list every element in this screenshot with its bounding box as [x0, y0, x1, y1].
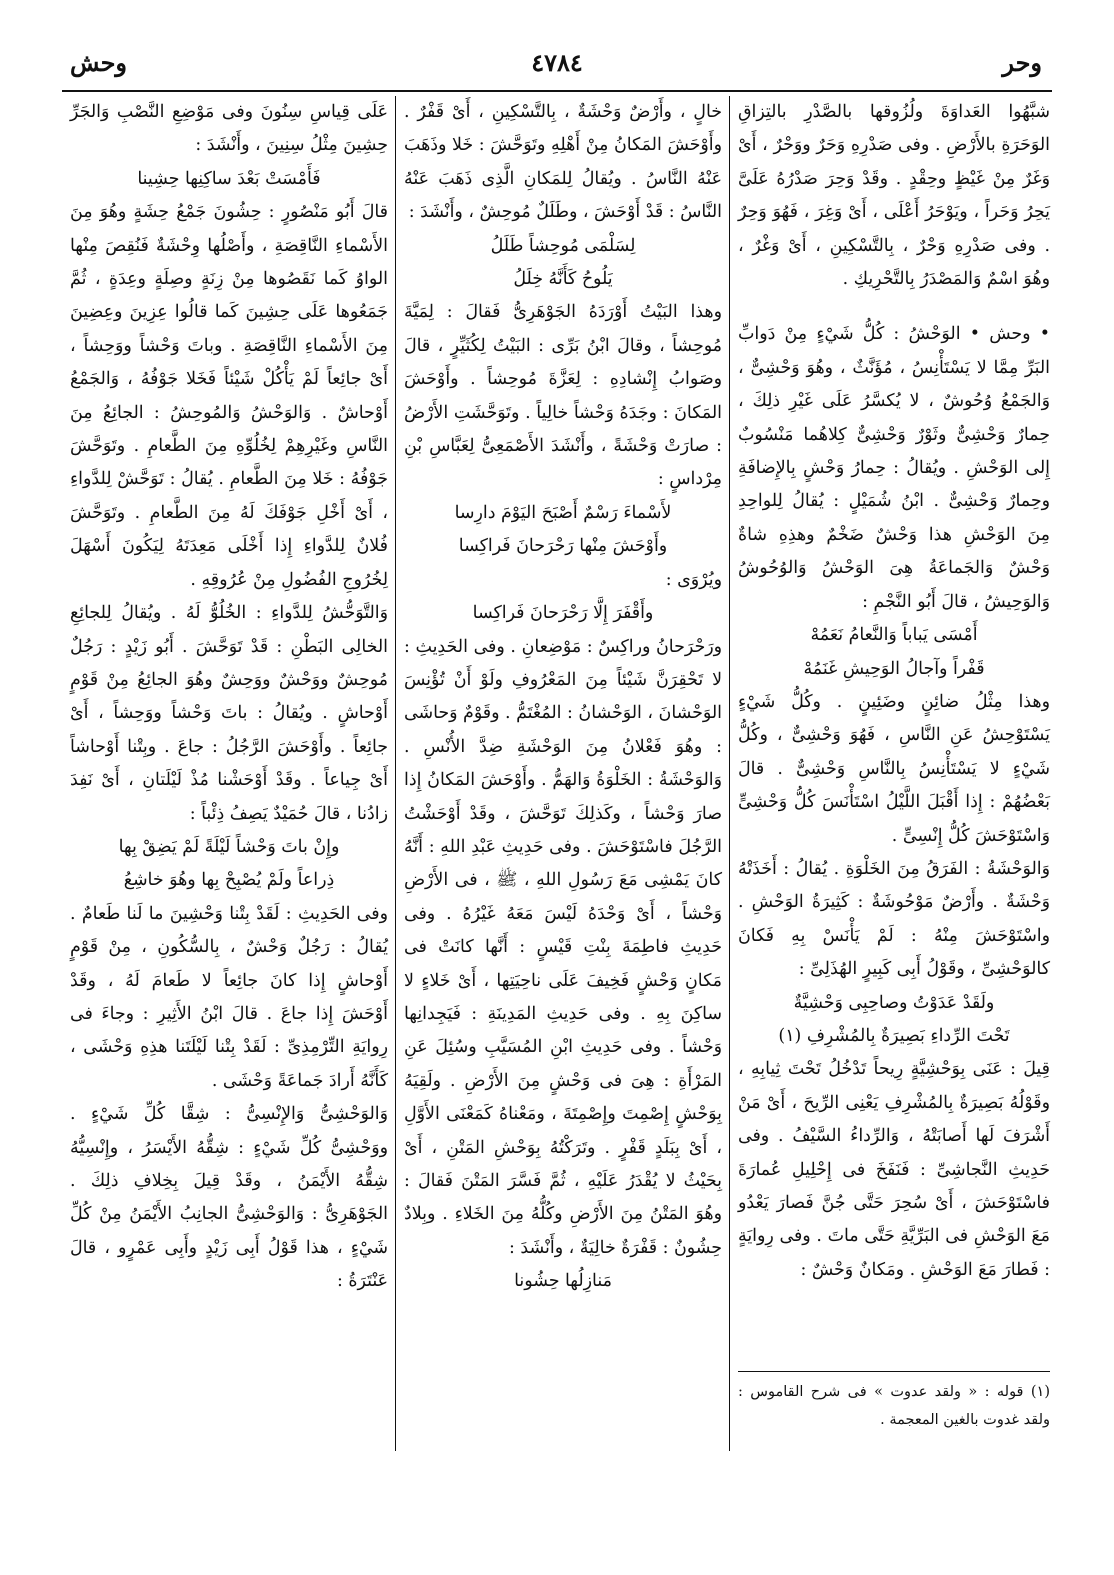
verse-line: قَفْراً وآجالُ الوَحِيشِ غَنَمُهْ [803, 658, 985, 679]
column-middle [404, 96, 722, 1299]
paragraph: وهذا مِثْلُ ضائِنٍ وضَئِينٍ . وكُلُّ شَيْءٍ يَسْتَوْحِشُ عَنِ النَّاسِ ، فَهُوَ وَحْشِىٌّ ، وكُلُّ شَيْءٍ لا يَسْتَأْنِسُ بِالنَّاسِ وَحْشِىٌّ . قالَ بَعْضُهُمْ : إِذا أَقْبَلَ اللَّيْلُ اسْتَأْنَسَ كُلُّ وَحْشِىٍّ وَاسْتَوْحَشَ كُلُّ إِنْسِىٍّ . [738, 691, 1050, 846]
paragraph: ورَحْرَحانُ وراكِسٌ : مَوْضِعانِ . وفى الحَدِيثِ : لا تَحْقِرَنَّ شَيْئاً مِنَ المَعْرُوفِ ولَوْ أَنْ تُؤْنِسَ الوَحْشانَ ، الوَحْشانُ : المُغْتَمُّ . وقَوْمٌ وَحاشَى : وهُوَ فَعْلانُ مِنَ الوَحْشَةِ ضِدَّ الأُنْسِ . وَالوَحْشَةُ : الخَلْوَةُ وَالهَمُّ . وأَوْحَشَ المَكانُ إِذا صارَ وَحْشاً ، وكَذلِكَ تَوَحَّشَ ، وقَدْ أَوْحَشْتُ الرَّجُلَ فاسْتَوْحَشَ . وفى حَدِيثِ عَبْدِ اللهِ : أَنَّهُ كانَ يَمْشِى مَعَ رَسُولِ اللهِ ، ﷺ ، فى الأَرْضِ وَحْشاً ، أَىْ وَحْدَهُ لَيْسَ مَعَهُ غَيْرُهُ . وفى حَدِيثِ فاطِمَةَ بِنْتِ قَيْسٍ : أَنَّها كانَتْ فى مَكانٍ وَحْشٍ فَخِيفَ عَلَى ناحِيَتِها ، أَىْ خَلاءٍ لا ساكِنَ بِهِ . وفى حَدِيثِ المَدِينَةِ : فَيَجِدانِها وَحْشاً . وفى حَدِيثِ ابْنِ المُسَيَّبِ وسُئِلَ عَنِ المَرْأَةِ : هِىَ فى وَحْشٍ مِنَ الأَرْضِ . ولَقِيَهُ بِوَحْشٍ إِصْمِتَ وإِصْمِتَةَ ، ومَعْناهُ كَمَعْنَى الأَوَّلِ ، أَىْ بِبَلَدٍ قَفْرٍ . وتَرَكْتُهُ بِوَحْشِ المَتْنِ ، أَىْ بِحَيْثُ لا يُقْدَرُ عَلَيْهِ ، ثُمَّ فَسَّرَ المَتْنَ فَقالَ : وهُوَ المَتْنُ مِنَ الأَرْضِ وكُلُّهُ مِنَ الخَلاءِ . وبِلادٌ حِشُونٌ : قَفْرَةٌ خالِيَةٌ ، وأَنْشَدَ : [404, 636, 722, 1258]
header-rule [62, 90, 1052, 92]
column-divider [729, 96, 730, 1451]
paragraph: وهذا البَيْتُ أَوْرَدَهُ الجَوْهَرِىُّ فَقالَ : لِمَيَّةَ مُوحِشاً ، وقالَ ابْنُ بَرِّى : البَيْتُ لِكُثَيِّرٍ ، قالَ وصَوابُ إِنْشادِهِ : لِعَزَّةَ مُوحِشاً . وأَوْحَشَ المَكانَ : وجَدَهُ وَحْشاً خالِياً . وتَوَحَّشَتِ الأَرْضُ : صارَتْ وَحْشَةً ، وأَنْشَدَ الأَصْمَعِىُّ لِعَبَّاسِ بْنِ مِرْداسٍ : [404, 302, 722, 490]
verse-line: وأَقْفَرَ إِلَّا رَحْرَحانَ فَراكِسا [472, 603, 654, 624]
paragraph: وفى الحَدِيثِ : لَقَدْ بِتْنا وَحْشِينَ ما لَنا طَعامٌ . يُقالُ : رَجُلٌ وَحْشٌ ، بِالسُّكُونِ ، مِنْ قَوْمٍ أَوْحاشٍ إِذا كانَ جائِعاً لا طَعامَ لَهُ ، وقَدْ أَوْحَشَ إِذا جاعَ . قالَ ابْنُ الأَثِيرِ : وجاءَ فى رِوايَةِ التِّرْمِذِىِّ : لَقَدْ بِتْنا لَيْلَتَنا هذِهِ وَحْشَى ، كَأَنَّهُ أَرادَ جَماعَةً وَحْشَى . [70, 903, 388, 1091]
paragraph: خالٍ ، وأَرْضٌ وَحْشَةٌ ، بِالتَّسْكِينِ ، أَىْ قَفْرٌ . وأَوْحَشَ المَكانُ مِنْ أَهْلِهِ وتَوَحَّشَ : خَلا وذَهَبَ عَنْهُ النَّاسُ . ويُقالُ لِلمَكانِ الَّذِى ذَهَبَ عَنْهُ النَّاسُ : قَدْ أَوْحَشَ ، وطَلَلٌ مُوحِشٌ ، وأَنْشَدَ : [404, 102, 722, 223]
entry-paragraph: • وحش • الوَحْشُ : كُلُّ شَيْءٍ مِنْ دَوابِّ البَرِّ مِمَّا لا يَسْتَأْنِسُ ، مُؤَنَّثٌ ، وهُوَ وَحْشِىٌّ ، وَالجَمْعُ وُحُوشٌ ، لا يُكسَّرُ عَلَى غَيْرِ ذلِكَ ، حِمارٌ وَحْشِىٌّ وثَوْرٌ وَحْشِىٌّ كِلاهُما مَنْسُوبٌ إِلى الوَحْشِ . ويُقالُ : حِمارُ وَحْشٍ بِالإِضافَةِ وحِمارٌ وَحْشِىٌّ . ابْنُ شُمَيْلٍ : يُقالُ لِلواحِدِ مِنَ الوَحْشِ هذا وَحْشٌ ضَخْمٌ وهذِهِ شاةٌ وَحْشٌ وَالجَماعَةُ هِىَ الوَحْشُ وَالوُحُوشُ وَالوَحِيشُ ، قالَ أَبُو النَّجْمِ : [738, 324, 1050, 612]
paragraph: وَالوَحْشَةُ : الفَرَقُ مِنَ الخَلْوَةِ . يُقالُ : أَخَذَتْهُ وَحْشَةٌ . وأَرْضٌ مَوْحُوشَةٌ : كَثِيرَةُ الوَحْشِ . واسْتَوْحَشَ مِنْهُ : لَمْ يَأْنَسْ بِهِ فَكانَ كالوَحْشِىِّ ، وقَوْلُ أَبِى كَبِيرٍ الهُذَلِىِّ : [738, 858, 1050, 980]
running-head-right: وحر [1002, 48, 1042, 77]
verse-line: وإِنْ باتَ وَحْشاً لَيْلَةً لَمْ يَضِقْ بِها [118, 836, 340, 857]
column-right [738, 96, 1050, 1287]
verse-line: تَحْتَ الرِّداءِ بَصِيرَةٌ بِالمُشْرِفِ (١) [778, 1025, 1010, 1046]
paragraph: وَالوَحْشِىُّ وَالإِنْسِىُّ : شِقَّا كُلِّ شَيْءٍ . ووَحْشِىُّ كُلِّ شَيْءٍ : شِقُّهُ الأَيْسَرُ ، وإِنْسِيُّهُ شِقُّهُ الأَيْمَنُ ، وقَدْ قِيلَ بِخِلافِ ذلِكَ . الجَوْهَرِىُّ : وَالوَحْشِىُّ الجانِبُ الأَيْمَنُ مِنْ كُلِّ شَيْءٍ ، هذا قَوْلُ أَبِى زَيْدٍ وأَبِى عَمْرٍو ، قالَ عَنْتَرَةُ : [70, 1104, 388, 1292]
paragraph: شبَّهُوا العَداوَةَ ولُزُوقها بالصَّدْرِ بالتِزاقِ الوَحَرَةِ بالأَرْضِ . وفى صَدْرِهِ وَحَرٌ ووَحْرٌ ، أَىْ وَغَرٌ مِنْ غَيْظٍ وحِقْدٍ . وقَدْ وَحِرَ صَدْرُهُ عَلَىَّ يَحِرُ وَحَراً ، ويَوْحَرُ أَعْلَى ، أَىْ وَغِرَ ، فَهُوَ وَحِرٌ . وفى صَدْرِهِ وَحْرٌ ، بِالتَّسْكِينِ ، أَىْ وَغْرٌ ، وهُوَ اسْمٌ وَالمَصْدَرُ بِالتَّحْرِيكِ . [738, 102, 1050, 290]
paragraph: وَالتَّوَحُّشُ لِلدَّواءِ : الخُلُوُّ لَهُ . ويُقالُ لِلجائِعِ الخالِى البَطْنِ : قَدْ تَوَحَّشَ . أَبُو زَيْدٍ : رَجُلٌ مُوحِشٌ ووَحْشٌ ووَحِشٌ وهُوَ الجائِعُ مِنْ قَوْمٍ أَوْحاشٍ . ويُقالُ : باتَ وَحْشاً ووَحِشاً ، أَىْ جائِعاً . وأَوْحَشَ الرَّجُلُ : جاعَ . وبِتْنا أَوْحاشاً أَىْ جِياعاً . وقَدْ أَوْحَشْنا مُذْ لَيْلَتانِ ، أَىْ نَفِدَ زادُنا ، قالَ حُمَيْدٌ يَصِفُ ذِئْباً : [70, 603, 388, 824]
verse-line: وأَوْحَشَ مِنْها رَحْرَحانَ فَراكِسا [458, 536, 668, 557]
verse-line: مَنازِلُها حِشُونا [514, 1271, 612, 1292]
verse-line: ولَقَدْ عَدَوْتُ وصاحِبِى وَحْشِيَّةٌ [793, 992, 995, 1013]
verse-line: ذِراعاً ولَمْ يُصْبِحْ بِها وهُوَ خاشِعُ [123, 870, 335, 891]
verse-line: لِسَلْمَى مُوحِشاً طَلَلُ [490, 235, 636, 256]
verse-line: يَلُوحُ كَأَنَّهُ خِلَلُ [513, 269, 613, 290]
paragraph: قالَ أَبُو مَنْصُورٍ : حِشُونَ جَمْعُ حِشَةٍ وهُوَ مِنَ الأَسْماءِ النَّاقِصَةِ ، وأَصْلُها وِحْشَةٌ فَنُقِصَ مِنْها الواوُ كَما نَقَصُوها مِنْ زِنَةٍ وصِلَةٍ وعِدَةٍ ، ثُمَّ جَمَعُوها عَلَى حِشِينَ كَما قالُوا عِزِينَ وعِضِينَ مِنَ الأَسْماءِ النَّاقِصَةِ . وباتَ وَحْشاً ووَحِشاً ، أَىْ جائِعاً لَمْ يَأْكُلْ شَيْئاً فَخَلا جَوْفُهُ ، وَالجَمْعُ أَوْحاشٌ . وَالوَحْشُ وَالمُوحِشُ : الجائِعُ مِنَ النَّاسِ وغَيْرِهِمْ لِخُلُوِّهِ مِنَ الطَّعامِ . وتَوَحَّشَ جَوْفُهُ : خَلا مِنَ الطَّعامِ . يُقالُ : تَوَحَّشْ لِلدَّواءِ ، أَىْ أَخْلِ جَوْفَكَ لَهُ مِنَ الطَّعامِ . وتَوَحَّشَ فُلانٌ لِلدَّواءِ إِذا أَخْلَى مَعِدَتَهُ لِيَكُونَ أَسْهَلَ لِخُرُوجِ الفُضُولِ مِنْ عُرُوقِهِ . [70, 202, 388, 590]
spacer [738, 296, 1050, 318]
verse-line: فَأَمْسَتْ بَعْدَ ساكِنِها حِشِينا [137, 168, 321, 189]
column-left [70, 96, 388, 1299]
paragraph: ويُرْوَى : [665, 569, 722, 590]
page-number: ٤٧٨٤ [531, 48, 583, 77]
paragraph: قِيلَ : عَنَى بِوَحْشِيَّةٍ رِيحاً تَدْخُلُ تَحْتَ ثِيابِهِ ، وقَوْلُهُ بَصِيرَةٌ بِالمُشْرِفِ يَعْنِى الرِّيحَ ، أَىْ مَنْ أَشْرَفَ لَها أَصابَتْهُ ، وَالرِّداءُ السَّيْفُ . وفى حَدِيثِ النَّجاشِىِّ : فَنَفَخَ فى إِحْلِيلِ عُمارَةَ فاسْتَوْحَشَ ، أَىْ سُحِرَ حَتَّى جُنَّ فَصارَ يَعْدُو مَعَ الوَحْشِ فى البَرِّيَّةِ حَتَّى ماتَ . وفى رِوايَةٍ : فَطارَ مَعَ الوَحْشِ . ومَكانٌ وَحْشٌ : [738, 1059, 1050, 1280]
footnote-rule [738, 1371, 1050, 1372]
running-head-left: وحش [70, 48, 128, 77]
verse-line: أَمْسَى يَباباً وَالنَّعامُ نَعَمُهْ [810, 625, 978, 646]
verse-line: لأَسْماءَ رَسْمٌ أَصْبَحَ اليَوْمَ دارِسا [454, 502, 672, 523]
column-divider [395, 96, 396, 1451]
paragraph: عَلَى قِياسِ سِنُونَ وفى مَوْضِعِ النَّصْبِ وَالجَرِّ حِشِينَ مِثْلُ سِنِينَ ، وأَنْشَدَ : [70, 102, 388, 156]
footnote: (١) قوله : « ولقد عدوت » فى شرح القاموس : ولقد غدوت بالغين المعجمة . [738, 1384, 1050, 1428]
